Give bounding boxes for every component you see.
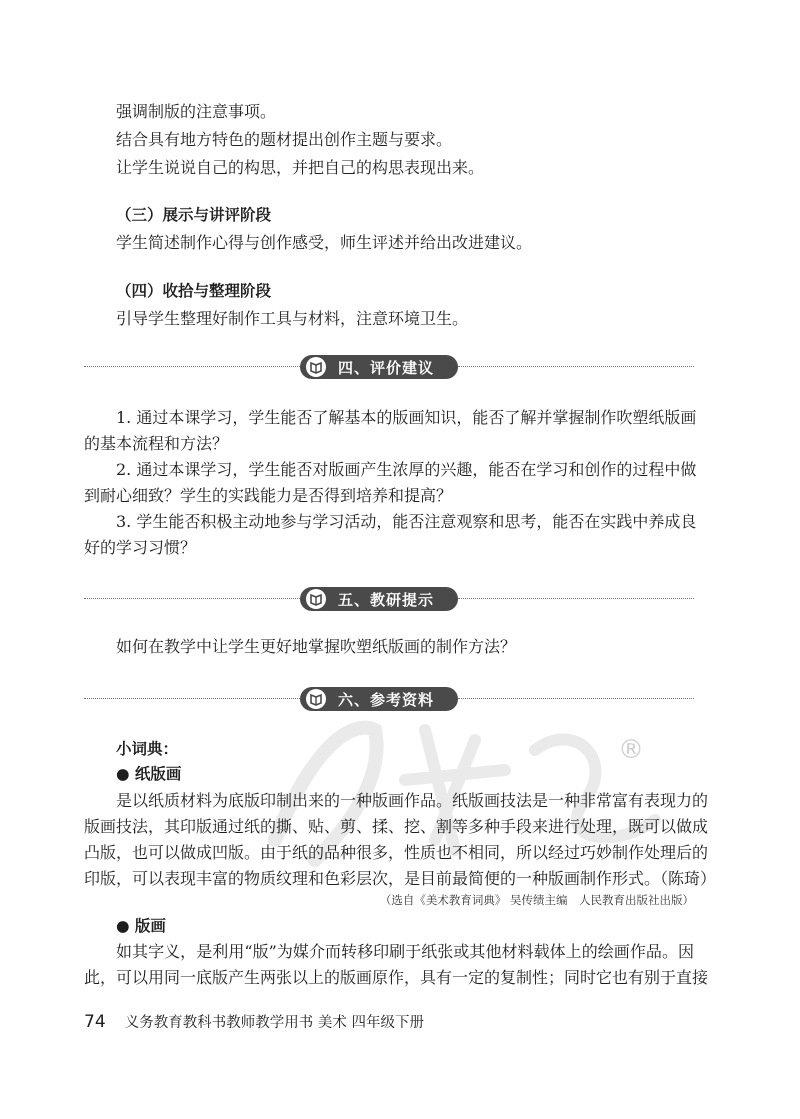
section4-title: 四、评价建议 bbox=[338, 358, 435, 377]
section6-header bbox=[84, 687, 694, 711]
section5-header bbox=[84, 587, 694, 611]
registered-mark-icon: ® bbox=[618, 735, 644, 765]
entry1-line-3: 凸版，也可以做成凹版。由于纸的品种很多，性质也不相同，所以经过巧妙制作处理后的 bbox=[84, 843, 709, 862]
entry2-line-2: 此，可以用同一底版产生两张以上的版画原作，具有一定的复制性；同时它也有别于直接 bbox=[84, 968, 709, 987]
stage3-text: 学生简述制作心得与创作感受，师生评述并给出改进建议。 bbox=[116, 233, 533, 252]
intro-line-3: 让学生说说自己的构思，并把自己的构思表现出来。 bbox=[116, 158, 485, 177]
intro-line-2: 结合具有地方特色的题材提出创作主题与要求。 bbox=[116, 130, 453, 149]
entry1-line-2: 版画技法，其印版通过纸的撕、贴、剪、揉、挖、割等多种手段来进行处理，既可以做成 bbox=[84, 817, 709, 836]
section5-title: 五、教研提示 bbox=[338, 590, 435, 609]
section6-title: 六、参考资料 bbox=[338, 690, 435, 709]
page-footer bbox=[84, 1012, 424, 1033]
stage3-heading: （三）展示与讲评阶段 bbox=[116, 206, 272, 224]
book-leaf-icon bbox=[306, 357, 326, 377]
dictionary-label: 小词典： bbox=[116, 740, 179, 758]
entry1-line-1: 是以纸质材料为底版印制出来的一种版画作品。纸版画技法是一种非常富有表现力的 bbox=[116, 791, 709, 810]
eval-item-3-line-1: 3. 学生能否积极主动地参与学习活动，能否注意观察和思考，能否在实践中养成良 bbox=[116, 512, 697, 531]
section4-header bbox=[84, 355, 694, 379]
eval-item-2-line-2: 到耐心细致？学生的实践能力是否得到培养和提高？ bbox=[84, 486, 453, 505]
book-leaf-icon bbox=[306, 589, 326, 609]
eval-item-3-line-2: 好的学习习惯？ bbox=[84, 538, 197, 557]
entry2-term: ● 版画 bbox=[116, 917, 166, 935]
book-title: 义务教育教科书教师教学用书 美术 四年级下册 bbox=[124, 1015, 424, 1031]
eval-item-1-line-1: 1. 通过本课学习，学生能否了解基本的版画知识，能否了解并掌握制作吹塑纸版画 bbox=[116, 408, 697, 427]
eval-item-2-line-1: 2. 通过本课学习，学生能否对版画产生浓厚的兴趣，能否在学习和创作的过程中做 bbox=[116, 460, 697, 479]
book-leaf-icon bbox=[306, 689, 326, 709]
stage4-heading: （四）收拾与整理阶段 bbox=[116, 282, 272, 300]
entry1-source: （选自《美术教育词典》 吴传绩主编 人民教育出版社出版） bbox=[379, 893, 694, 907]
section5-text: 如何在教学中让学生更好地掌握吹塑纸版画的制作方法？ bbox=[116, 637, 517, 656]
entry1-term: ● 纸版画 bbox=[116, 765, 182, 783]
entry2-line-1: 如其字义，是利用“版”为媒介而转移印刷于纸张或其他材料载体上的绘画作品。因 bbox=[116, 942, 694, 961]
page-number: 74 bbox=[84, 1012, 106, 1032]
entry1-line-4: 印版，可以表现丰富的物质纹理和色彩层次，是目前最简便的一种版画制作形式。（陈琦） bbox=[84, 869, 717, 888]
intro-line-1: 强调制版的注意事项。 bbox=[116, 102, 277, 121]
eval-item-1-line-2: 的基本流程和方法？ bbox=[84, 434, 229, 453]
stage4-text: 引导学生整理好制作工具与材料，注意环境卫生。 bbox=[116, 309, 469, 328]
